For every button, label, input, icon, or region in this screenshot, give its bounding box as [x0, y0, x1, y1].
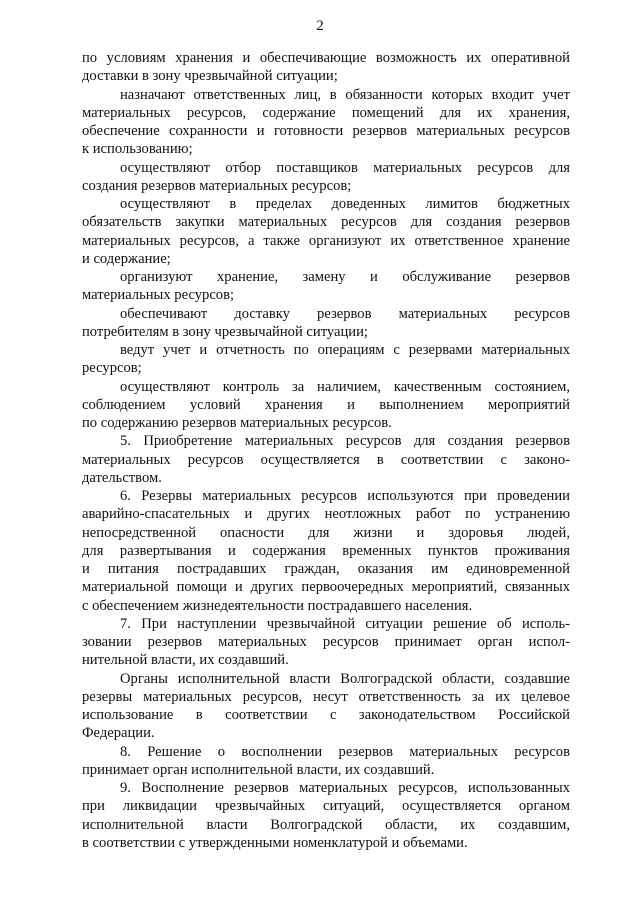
text-line: 5. Приобретение материальных ресурсов для создания резервов: [120, 433, 570, 450]
paragraph: [82, 195, 570, 268]
text-line: 7. При наступлении чрезвычайной ситуации решение об исполь-: [120, 615, 570, 632]
text-line: по содержанию резервов материальных ресурсов.: [82, 415, 392, 431]
text-line: с обеспечением жизнедеятельности пострадавшего населения.: [82, 597, 473, 614]
paragraph: [82, 378, 570, 433]
text-line: Федерации.: [82, 725, 155, 742]
text-line: резервы материальных ресурсов, несут ответственность за их целевое: [82, 688, 570, 705]
text-line: назначают ответственных лиц, в обязанности которых входит учет: [120, 86, 570, 103]
text-line: при ликвидации чрезвычайных ситуаций, осуществляется органом: [82, 798, 570, 815]
text-line: ведут учет и отчетность по операциям с резервами материальных: [120, 342, 570, 358]
text-line: 9. Восполнение резервов материальных ресурсов, использованных: [120, 780, 570, 796]
paragraph: [82, 268, 570, 305]
text-line: обеспечивают доставку резервов материальных ресурсов: [120, 305, 570, 322]
text-line: по условиям хранения и обеспечивающие возможность их оперативной: [82, 50, 570, 66]
text-line: принимает орган исполнительной власти, их создавший.: [82, 761, 435, 778]
paragraph: [82, 49, 570, 86]
paragraph: [82, 159, 570, 196]
text-line: использование в соответствии с законодательством Российской: [82, 707, 570, 723]
text-line: к использованию;: [82, 141, 193, 158]
text-line: потребителям в зону чрезвычайной ситуации;: [82, 323, 368, 340]
text-line: материальной помощи и других первоочередных мероприятий, связанных: [82, 579, 570, 596]
text-line: соблюдением условий хранения и выполнением мероприятий: [82, 396, 570, 413]
text-line: материальных ресурсов, а также организуют их ответственное хранение: [82, 232, 570, 249]
text-line: обеспечение сохранности и готовности резервов материальных ресурсов: [82, 123, 570, 139]
text-line: обязательств закупки материальных ресурсов для создания резервов: [82, 214, 570, 231]
text-line: ресурсов;: [82, 360, 142, 377]
text-line: и питания пострадавших граждан, оказания им единовременной: [82, 561, 570, 577]
paragraph: [82, 779, 570, 852]
text-line: 6. Резервы материальных ресурсов используются при проведении: [120, 488, 570, 504]
document-body: [82, 49, 570, 852]
page-number: 2: [316, 18, 324, 34]
text-line: осуществляют в пределах доведенных лимитов бюджетных: [120, 196, 570, 212]
paragraph: [82, 743, 570, 780]
paragraph: [82, 86, 570, 159]
text-line: дательством.: [82, 469, 162, 486]
text-line: создания резервов материальных ресурсов;: [82, 177, 352, 194]
text-line: материальных ресурсов осуществляется в соответствии с законо-: [82, 451, 570, 468]
text-line: материальных ресурсов, содержание помещений для их хранения,: [82, 104, 570, 121]
text-line: осуществляют отбор поставщиков материальных ресурсов для: [120, 159, 570, 176]
text-line: нительной власти, их создавший.: [82, 652, 289, 669]
text-line: непосредственной опасности для жизни и здоровья людей,: [82, 524, 570, 541]
text-line: организуют хранение, замену и обслуживание резервов: [120, 269, 570, 285]
paragraph: [82, 432, 570, 487]
text-line: доставки в зону чрезвычайной ситуации;: [82, 68, 338, 85]
paragraph: [82, 487, 570, 615]
text-line: Органы исполнительной власти Волгоградской области, создавшие: [120, 670, 570, 687]
text-line: материальных ресурсов;: [82, 287, 235, 304]
text-line: осуществляют контроль за наличием, качественным состоянием,: [120, 378, 570, 395]
paragraph: [82, 615, 570, 670]
paragraph: [82, 305, 570, 342]
paragraph: [82, 341, 570, 378]
text-line: аварийно-спасательных и других неотложных работ по устранению: [82, 506, 570, 523]
text-line: для развертывания и содержания временных пунктов проживания: [82, 542, 570, 559]
paragraph: [82, 670, 570, 743]
text-line: в соответствии с утвержденными номенклатурой и объемами.: [82, 834, 468, 851]
text-line: исполнительной власти Волгоградской области, их создавшим,: [82, 816, 570, 833]
text-line: зовании резервов материальных ресурсов принимает орган испол-: [82, 634, 570, 650]
text-line: и содержание;: [82, 250, 171, 267]
text-line: 8. Решение о восполнении резервов материальных ресурсов: [120, 743, 570, 760]
